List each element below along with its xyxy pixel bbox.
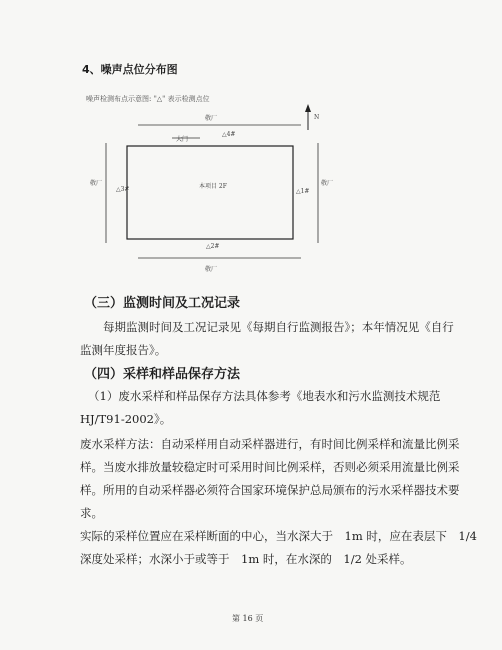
section3-para-line1: 每期监测时间及工况记录见《每期自行监测报告》；本年情况见《自行 (103, 320, 454, 334)
section4-line1: （1）废水采样和样品保存方法具体参考《地表水和污水监测技术规范 (88, 389, 441, 403)
monitoring-point-1: △1# (296, 188, 310, 195)
monitoring-point-4: △4# (222, 131, 236, 138)
section4-line6: 求。 (80, 506, 103, 520)
noise-map-heading: 4、噪声点位分布图 (82, 63, 178, 76)
north-label: N (314, 114, 320, 121)
monitoring-point-3: △3# (116, 186, 130, 193)
section4-line8: 深度处采样；水深小于或等于 1m 时，在水深的 1/2 处采样。 (80, 552, 412, 566)
diagram-caption: 噪声检测布点示意图: "△" 表示检测点位 (86, 95, 210, 103)
right-neighbor-label: 敬厂 (321, 180, 334, 187)
north-arrow-head (305, 104, 311, 112)
noise-point-diagram (0, 0, 502, 290)
section4-line7: 实际的采样位置应在采样断面的中心，当水深大于 1m 时，应在表层下 1/4 (80, 529, 477, 543)
gate-label: 大门 (176, 136, 189, 143)
section4-title: （四）采样和样品保存方法 (84, 367, 241, 382)
building-outline (127, 146, 293, 239)
section4-line2: HJ/T91-2002》。 (80, 412, 172, 426)
section3-para-line2: 监测年度报告》。 (80, 343, 167, 357)
page-number: 第 16 页 (232, 614, 264, 623)
section4-line3: 废水采样方法：自动采样用自动采样器进行，有时间比例采样和流量比例采 (80, 437, 460, 451)
project-building-label: 本项目 2F (199, 183, 227, 190)
section3-title: （三）监测时间及工况记录 (84, 296, 241, 311)
section4-line4: 样。当废水排放量较稳定时可采用时间比例采样，否则必须采用流量比例采 (80, 460, 460, 474)
left-neighbor-label: 敬厂 (90, 180, 103, 187)
monitoring-point-2: △2# (206, 243, 220, 250)
bottom-neighbor-label: 敬厂 (205, 266, 218, 273)
top-neighbor-label: 敬厂 (205, 115, 218, 122)
section4-line5: 样。所用的自动采样器必须符合国家环境保护总局颁布的污水采样器技术要 (80, 483, 460, 497)
